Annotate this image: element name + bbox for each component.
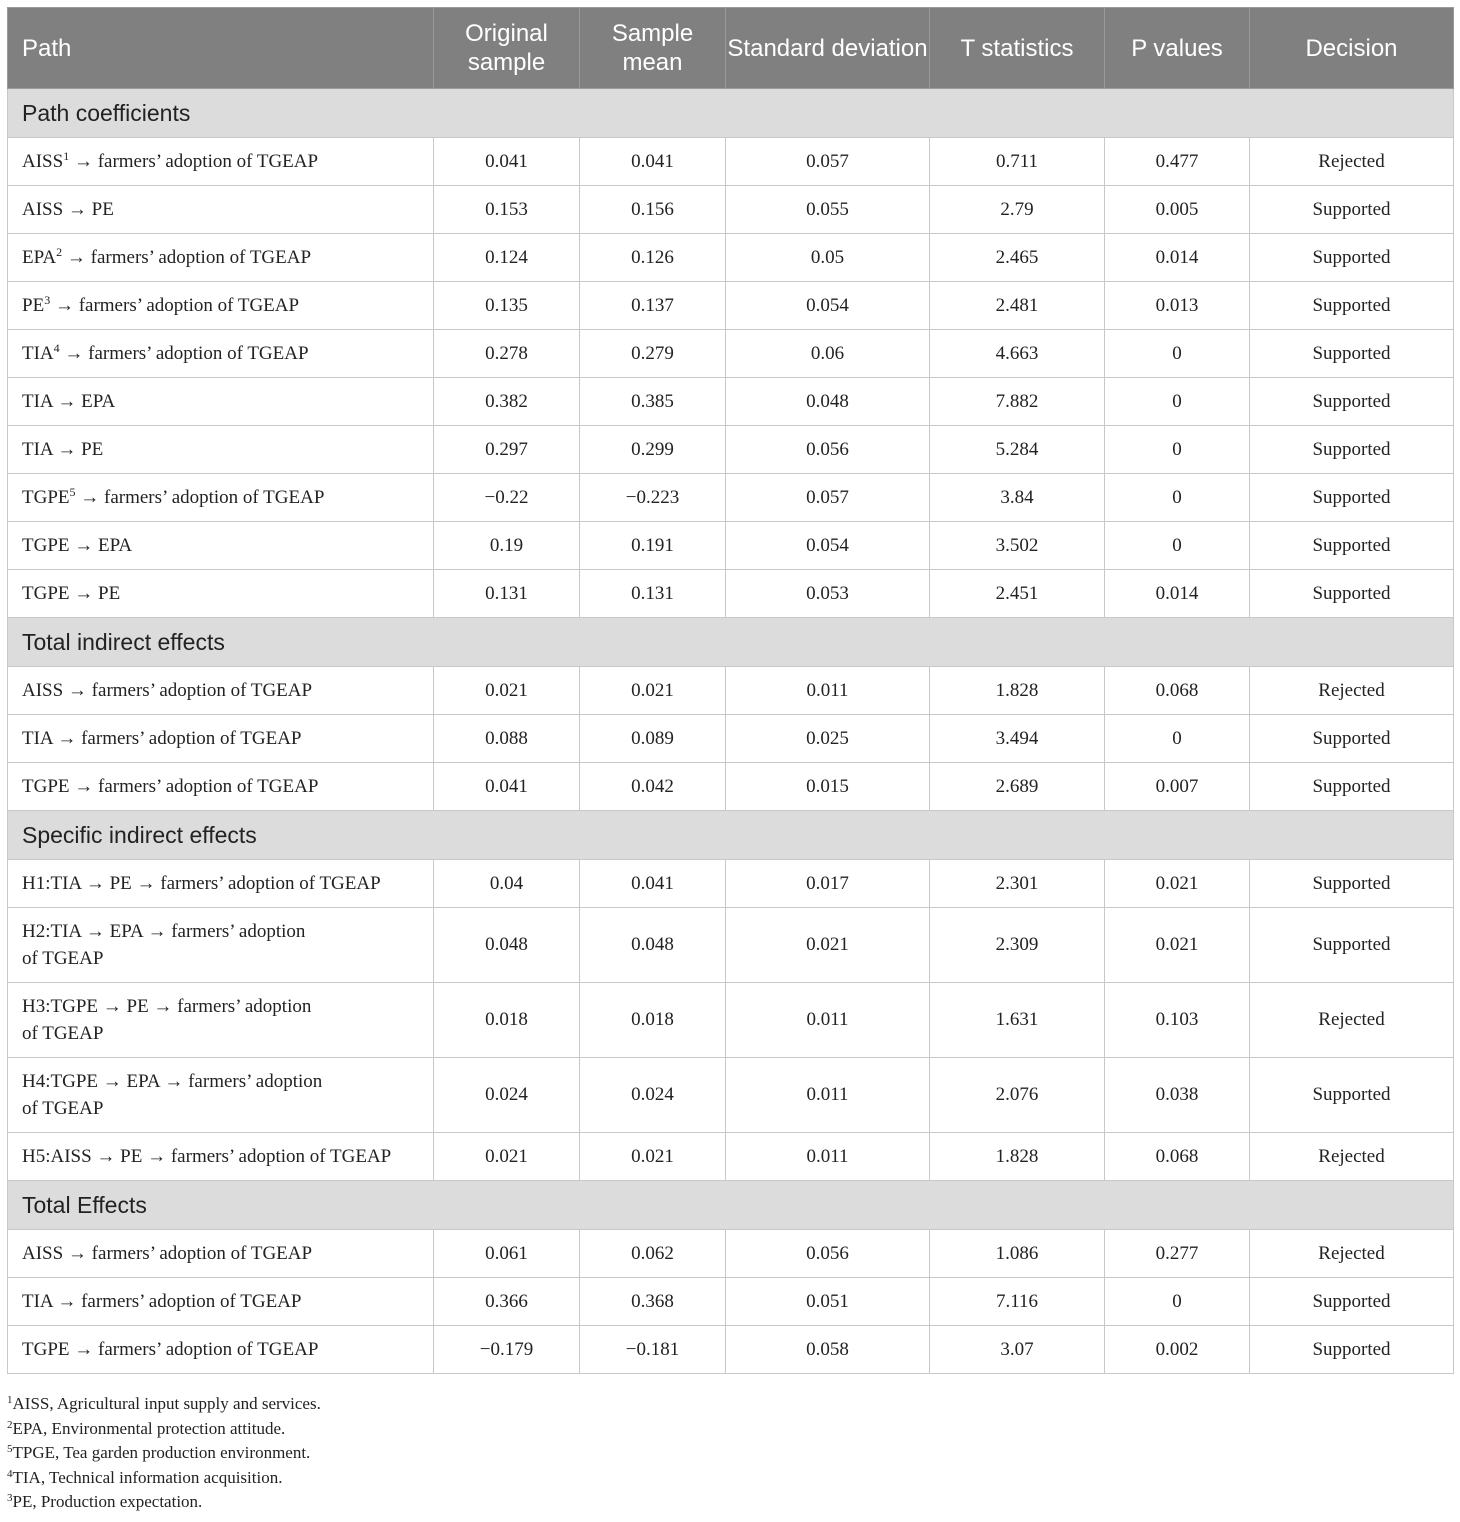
cell-t-statistic: 2.076 [930,1058,1105,1133]
cell-p-value: 0.103 [1105,983,1250,1058]
cell-path [8,570,434,618]
cell-p-value: 0.477 [1105,138,1250,186]
cell-path [8,378,434,426]
cell-path [8,983,434,1058]
cell-path [8,1058,434,1133]
path-label: H5:AISS → PE → farmers’ adoption of TGEAP [22,1146,392,1167]
header-original-sample: Original sample [434,8,580,89]
footnote-text: EPA, Environmental protection attitude. [12,1418,286,1438]
cell-t-statistic: 1.086 [930,1230,1105,1278]
cell-t-statistic: 3.07 [930,1326,1105,1374]
path-label: TIA → EPA [22,391,116,412]
path-text [22,1240,425,1267]
cell-original-sample: 0.04 [434,860,580,908]
path-text [22,484,425,511]
path-label: AISS → PE [22,199,114,220]
cell-t-statistic: 2.79 [930,186,1105,234]
cell-decision: Supported [1250,186,1454,234]
table-row [8,234,1454,282]
cell-standard-deviation: 0.05 [726,234,930,282]
cell-sample-mean: 0.156 [580,186,726,234]
cell-path [8,474,434,522]
path-text [22,244,425,271]
table-row [8,378,1454,426]
cell-original-sample: 0.021 [434,667,580,715]
cell-decision: Supported [1250,426,1454,474]
cell-path [8,138,434,186]
path-text [22,918,425,945]
table-row [8,763,1454,811]
section-title: Total indirect effects [8,618,1454,667]
path-text [22,148,425,175]
path-label: AISS → farmers’ adoption of TGEAP [22,1243,313,1264]
cell-t-statistic: 5.284 [930,426,1105,474]
cell-standard-deviation: 0.057 [726,138,930,186]
cell-p-value: 0.068 [1105,667,1250,715]
path-label: TIA → farmers’ adoption of TGEAP [22,1291,302,1312]
section-title: Path coefficients [8,89,1454,138]
section-title: Specific indirect effects [8,811,1454,860]
cell-p-value: 0.014 [1105,570,1250,618]
cell-path [8,330,434,378]
cell-standard-deviation: 0.048 [726,378,930,426]
cell-original-sample: 0.153 [434,186,580,234]
cell-t-statistic: 2.481 [930,282,1105,330]
cell-p-value: 0.021 [1105,860,1250,908]
cell-p-value: 0.005 [1105,186,1250,234]
header-t-statistics: T statistics [930,8,1105,89]
path-label-rest: → farmers’ adoption of TGEAP [62,247,312,268]
path-label: TGPE → farmers’ adoption of TGEAP [22,1339,319,1360]
cell-p-value: 0.014 [1105,234,1250,282]
table-row [8,1278,1454,1326]
cell-decision: Supported [1250,715,1454,763]
footnote-text: TPGE, Tea garden production environment. [12,1443,311,1462]
path-label: TIA [22,343,54,364]
path-label-rest: → farmers’ adoption of TGEAP [50,295,300,316]
cell-standard-deviation: 0.054 [726,522,930,570]
cell-t-statistic: 7.116 [930,1278,1105,1326]
cell-path [8,908,434,983]
table-header-row [8,8,1454,89]
cell-path [8,1326,434,1374]
path-text [22,1336,425,1363]
table-row [8,1058,1454,1133]
table-row [8,908,1454,983]
path-text [22,196,425,223]
cell-t-statistic: 7.882 [930,378,1105,426]
footnote [7,1417,1453,1442]
cell-sample-mean: 0.048 [580,908,726,983]
cell-path [8,1230,434,1278]
path-label: H1:TIA → PE → farmers’ adoption of TGEAP [22,873,381,894]
cell-standard-deviation: 0.021 [726,908,930,983]
footnote-text: TIA, Technical information acquisition. [12,1467,283,1487]
path-label: H4:TGPE → EPA → farmers’ adoption [22,1071,323,1092]
section-header-row [8,618,1454,667]
path-text [22,993,425,1020]
cell-standard-deviation: 0.06 [726,330,930,378]
cell-path [8,234,434,282]
footnote [7,1466,1453,1491]
cell-standard-deviation: 0.011 [726,1133,930,1181]
cell-path [8,1278,434,1326]
cell-decision: Supported [1250,474,1454,522]
header-path: Path [8,8,434,89]
footnote [7,1392,1453,1417]
table-row [8,474,1454,522]
cell-original-sample: 0.041 [434,763,580,811]
footnote-text: AISS, Agricultural input supply and services. [12,1394,321,1413]
footnote-marker: 2 [56,245,63,259]
cell-standard-deviation: 0.025 [726,715,930,763]
cell-standard-deviation: 0.058 [726,1326,930,1374]
path-label: H2:TIA → EPA → farmers’ adoption [22,921,306,942]
cell-sample-mean: 0.089 [580,715,726,763]
cell-standard-deviation: 0.056 [726,426,930,474]
cell-standard-deviation: 0.057 [726,474,930,522]
cell-original-sample: 0.297 [434,426,580,474]
footnote-number: 3 [7,1492,13,1504]
cell-standard-deviation: 0.056 [726,1230,930,1278]
table-row [8,860,1454,908]
path-text [22,388,425,415]
footnote-number: 2 [7,1418,13,1431]
table-row [8,330,1454,378]
cell-standard-deviation: 0.055 [726,186,930,234]
cell-sample-mean: 0.385 [580,378,726,426]
path-text [22,725,425,752]
cell-p-value: 0 [1105,1278,1250,1326]
path-label: AISS → farmers’ adoption of TGEAP [22,680,313,701]
path-text [22,436,425,463]
cell-original-sample: 0.382 [434,378,580,426]
cell-original-sample: 0.041 [434,138,580,186]
path-label: TGPE → PE [22,583,121,604]
cell-p-value: 0 [1105,426,1250,474]
path-label: TGPE → farmers’ adoption of TGEAP [22,776,319,797]
header-p-values: P values [1105,8,1250,89]
cell-standard-deviation: 0.015 [726,763,930,811]
cell-original-sample: −0.179 [434,1326,580,1374]
cell-p-value: 0.002 [1105,1326,1250,1374]
footnote-marker: 1 [63,149,70,163]
cell-original-sample: 0.018 [434,983,580,1058]
cell-original-sample: 0.278 [434,330,580,378]
table-row [8,1133,1454,1181]
cell-t-statistic: 3.84 [930,474,1105,522]
table-row [8,715,1454,763]
path-analysis-table [7,7,1454,1374]
cell-original-sample: 0.088 [434,715,580,763]
cell-decision: Supported [1250,234,1454,282]
path-text-continued: of TGEAP [22,948,104,969]
cell-original-sample: 0.19 [434,522,580,570]
cell-path [8,715,434,763]
cell-path [8,282,434,330]
path-text [22,292,425,319]
cell-decision: Supported [1250,378,1454,426]
cell-sample-mean: 0.299 [580,426,726,474]
path-label: H3:TGPE → PE → farmers’ adoption [22,996,312,1017]
cell-p-value: 0 [1105,330,1250,378]
footnote-marker: 4 [53,341,60,355]
cell-decision: Rejected [1250,983,1454,1058]
table-row [8,282,1454,330]
cell-sample-mean: 0.041 [580,860,726,908]
cell-p-value: 0.068 [1105,1133,1250,1181]
path-label: PE [22,295,45,316]
cell-t-statistic: 2.451 [930,570,1105,618]
cell-standard-deviation: 0.051 [726,1278,930,1326]
cell-p-value: 0.021 [1105,908,1250,983]
table-row [8,186,1454,234]
cell-path [8,522,434,570]
cell-t-statistic: 3.502 [930,522,1105,570]
header-standard-deviation: Standard deviation [726,8,930,89]
path-text [22,773,425,800]
cell-path [8,186,434,234]
cell-sample-mean: −0.181 [580,1326,726,1374]
path-text-continued: of TGEAP [22,1098,104,1119]
cell-sample-mean: 0.041 [580,138,726,186]
cell-p-value: 0 [1105,378,1250,426]
cell-t-statistic: 2.465 [930,234,1105,282]
cell-sample-mean: 0.021 [580,1133,726,1181]
table-body [8,89,1454,1374]
cell-original-sample: 0.021 [434,1133,580,1181]
section-header-row [8,1181,1454,1230]
footnote-marker: 3 [44,293,51,307]
footnote [7,1441,1453,1466]
cell-decision: Rejected [1250,667,1454,715]
cell-sample-mean: −0.223 [580,474,726,522]
cell-original-sample: 0.131 [434,570,580,618]
path-text-continued: of TGEAP [22,1023,104,1044]
footnote-marker: 5 [69,485,76,499]
footnote-number: 1 [7,1394,13,1406]
cell-original-sample: 0.366 [434,1278,580,1326]
path-text [22,870,425,897]
path-label-rest: → farmers’ adoption of TGEAP [75,487,325,508]
cell-sample-mean: 0.062 [580,1230,726,1278]
cell-decision: Supported [1250,908,1454,983]
cell-standard-deviation: 0.011 [726,983,930,1058]
cell-decision: Supported [1250,1326,1454,1374]
cell-decision: Supported [1250,330,1454,378]
footnote-number: 4 [7,1467,13,1480]
path-label: EPA [22,247,57,268]
cell-sample-mean: 0.126 [580,234,726,282]
table-row [8,1230,1454,1278]
cell-sample-mean: 0.137 [580,282,726,330]
cell-p-value: 0 [1105,522,1250,570]
cell-decision: Supported [1250,522,1454,570]
path-label: TGPE → EPA [22,535,133,556]
cell-decision: Supported [1250,1058,1454,1133]
cell-decision: Rejected [1250,1133,1454,1181]
path-label-rest: → farmers’ adoption of TGEAP [69,151,319,172]
table-row [8,426,1454,474]
cell-path [8,860,434,908]
cell-standard-deviation: 0.011 [726,667,930,715]
section-header-row [8,811,1454,860]
cell-sample-mean: 0.018 [580,983,726,1058]
path-label: TIA → farmers’ adoption of TGEAP [22,728,302,749]
cell-original-sample: 0.061 [434,1230,580,1278]
table-row [8,983,1454,1058]
cell-decision: Supported [1250,570,1454,618]
cell-standard-deviation: 0.011 [726,1058,930,1133]
cell-sample-mean: 0.368 [580,1278,726,1326]
path-label: TIA → PE [22,439,104,460]
footnote [7,1490,1453,1515]
cell-standard-deviation: 0.053 [726,570,930,618]
cell-t-statistic: 2.689 [930,763,1105,811]
path-text [22,677,425,704]
cell-path [8,1133,434,1181]
path-label: AISS [22,151,64,172]
path-text [22,1143,425,1170]
cell-path [8,667,434,715]
table-row [8,522,1454,570]
table-row [8,667,1454,715]
path-text [22,340,425,367]
footnote-text: PE, Production expectation. [12,1492,203,1511]
table-row [8,570,1454,618]
cell-t-statistic: 0.711 [930,138,1105,186]
footnote-number: 5 [7,1443,13,1455]
cell-sample-mean: 0.021 [580,667,726,715]
cell-original-sample: −0.22 [434,474,580,522]
section-title: Total Effects [8,1181,1454,1230]
section-header-row [8,89,1454,138]
cell-t-statistic: 2.309 [930,908,1105,983]
cell-decision: Rejected [1250,1230,1454,1278]
header-sample-mean: Sample mean [580,8,726,89]
cell-sample-mean: 0.191 [580,522,726,570]
path-label-rest: → farmers’ adoption of TGEAP [59,343,309,364]
cell-p-value: 0.013 [1105,282,1250,330]
header-decision: Decision [1250,8,1454,89]
path-label: TGPE [22,487,70,508]
footnotes [7,1392,1453,1515]
table-row [8,138,1454,186]
cell-decision: Supported [1250,1278,1454,1326]
cell-t-statistic: 3.494 [930,715,1105,763]
cell-t-statistic: 2.301 [930,860,1105,908]
cell-t-statistic: 1.828 [930,667,1105,715]
cell-p-value: 0 [1105,715,1250,763]
path-text [22,1288,425,1315]
cell-decision: Supported [1250,282,1454,330]
cell-original-sample: 0.024 [434,1058,580,1133]
cell-original-sample: 0.124 [434,234,580,282]
cell-t-statistic: 1.631 [930,983,1105,1058]
cell-p-value: 0.277 [1105,1230,1250,1278]
cell-sample-mean: 0.279 [580,330,726,378]
cell-decision: Supported [1250,763,1454,811]
table-row [8,1326,1454,1374]
cell-p-value: 0.038 [1105,1058,1250,1133]
cell-sample-mean: 0.024 [580,1058,726,1133]
cell-t-statistic: 1.828 [930,1133,1105,1181]
cell-sample-mean: 0.131 [580,570,726,618]
cell-original-sample: 0.135 [434,282,580,330]
results-table-container [7,7,1453,1374]
cell-p-value: 0 [1105,474,1250,522]
cell-standard-deviation: 0.017 [726,860,930,908]
path-text [22,580,425,607]
cell-decision: Supported [1250,860,1454,908]
cell-path [8,426,434,474]
path-text [22,532,425,559]
path-text [22,1068,425,1095]
cell-path [8,763,434,811]
cell-sample-mean: 0.042 [580,763,726,811]
cell-standard-deviation: 0.054 [726,282,930,330]
cell-original-sample: 0.048 [434,908,580,983]
cell-t-statistic: 4.663 [930,330,1105,378]
cell-decision: Rejected [1250,138,1454,186]
cell-p-value: 0.007 [1105,763,1250,811]
